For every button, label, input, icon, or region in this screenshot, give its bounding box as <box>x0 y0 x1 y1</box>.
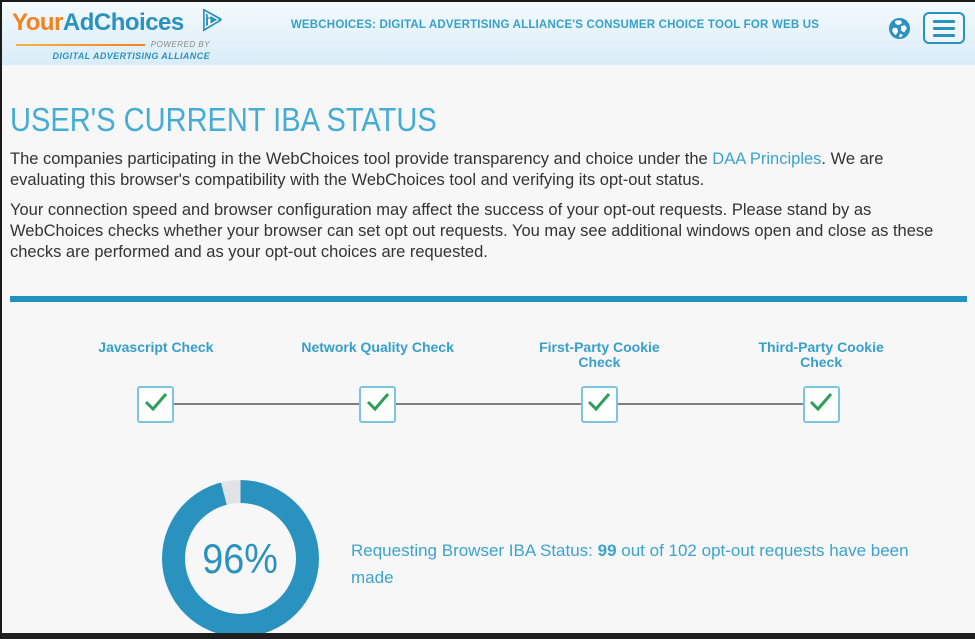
section-divider <box>10 296 967 302</box>
status-suffix: out of 102 opt-out requests have been made <box>351 541 909 587</box>
header-actions <box>888 6 965 44</box>
globe-icon <box>888 28 911 43</box>
main-content <box>2 101 975 637</box>
check-status-box <box>581 386 618 423</box>
language-globe-button[interactable] <box>888 17 911 40</box>
header <box>2 2 975 65</box>
check-status-box <box>803 386 840 423</box>
daa-principles-link[interactable]: DAA Principles <box>712 150 822 168</box>
bottom-window-edge <box>2 633 975 639</box>
intro-paragraph <box>10 149 962 191</box>
progress-donut-hole <box>185 503 296 614</box>
intro-text-before-link: The companies participating in the WebChoices tool provide transparency and choice under the <box>10 150 713 168</box>
hamburger-menu-button[interactable] <box>923 12 965 44</box>
check-step-third-party-cookie <box>710 340 932 423</box>
progress-percent-label: 96% <box>202 534 279 582</box>
opt-out-progress <box>10 480 967 637</box>
logo-wordmark <box>12 9 184 37</box>
status-completed-count: 99 <box>597 541 617 560</box>
status-prefix: Requesting Browser IBA Status: <box>351 541 598 560</box>
powered-by-line <box>16 44 145 46</box>
alliance-label: DIGITAL ADVERTISING ALLIANCE <box>52 51 210 61</box>
page-title: USER'S CURRENT IBA STATUS <box>10 101 437 138</box>
header-title: WEBCHOICES: DIGITAL ADVERTISING ALLIANCE'S CONSUMER CHOICE TOOL FOR WEB US <box>290 19 820 31</box>
check-label: Third-Party Cookie Check <box>758 339 884 370</box>
checkmark-icon <box>143 391 169 418</box>
connection-paragraph: Your connection speed and browser configuration may affect the success of your opt-out requests. Please stand by as WebChoices checks whether your browser can set opt out requests. You may see additional windows open and close as these checks are performed and as your opt-out choices are requested. <box>10 201 934 261</box>
logo[interactable] <box>12 6 222 61</box>
progress-donut <box>162 480 319 637</box>
iba-status-text <box>351 537 951 591</box>
check-step-network-quality <box>267 340 489 423</box>
hamburger-menu-icon <box>933 20 955 23</box>
check-label: Javascript Check <box>98 339 214 355</box>
checkmark-icon <box>586 391 612 418</box>
browser-checks <box>45 340 932 426</box>
check-status-box <box>137 386 174 423</box>
check-step-javascript <box>45 340 267 423</box>
check-status-box <box>359 386 396 423</box>
checkmark-icon <box>808 391 834 418</box>
powered-by-label: POWERED BY <box>150 40 210 49</box>
adchoices-play-icon <box>197 6 225 39</box>
logo-adchoices: AdChoices <box>62 8 184 36</box>
check-label: Network Quality Check <box>301 339 454 355</box>
check-label: First-Party Cookie Check <box>539 339 660 370</box>
intro-text-after-link: . We are evaluating this browser's compatibility with the WebChoices tool and verifying its opt-out status. <box>10 150 884 189</box>
logo-your: Your <box>12 8 63 36</box>
checkmark-icon <box>365 391 391 418</box>
check-step-first-party-cookie <box>489 340 711 423</box>
